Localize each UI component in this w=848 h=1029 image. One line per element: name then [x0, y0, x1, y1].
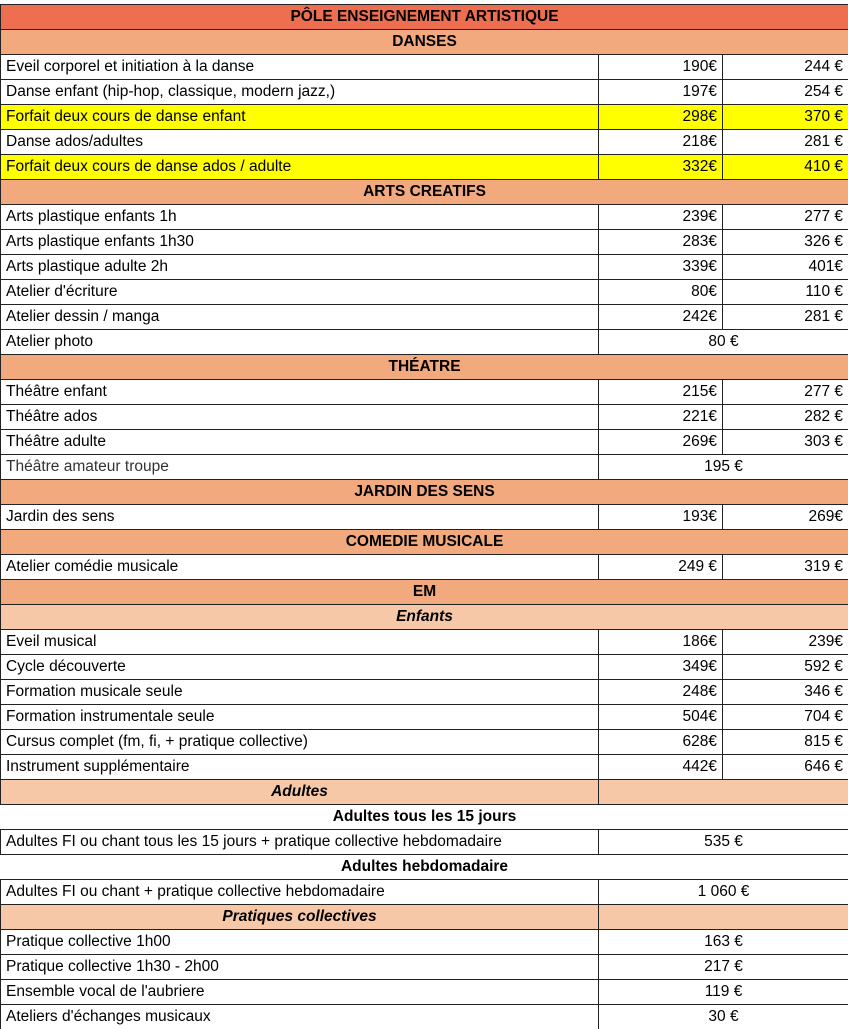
section-header — [1, 30, 848, 55]
price-cell: 592 € — [723, 655, 848, 680]
table-row-highlighted — [1, 105, 848, 130]
price-cell: 80€ — [599, 280, 723, 305]
row-label: Formation instrumentale seule — [1, 705, 599, 730]
table-row — [1, 730, 848, 755]
section-header — [1, 355, 848, 380]
price-cell: 442€ — [599, 755, 723, 780]
price-cell: 215€ — [599, 380, 723, 405]
row-label: Adultes FI ou chant + pratique collective hebdomadaire — [1, 880, 599, 905]
price-cell: 221€ — [599, 405, 723, 430]
subsection-blank-cell — [599, 905, 848, 930]
row-label: Atelier photo — [1, 330, 599, 355]
table-row — [1, 405, 848, 430]
price-cell-merged: 80 € — [599, 330, 848, 355]
price-cell: 319 € — [723, 555, 848, 580]
section-jardin-des-sens: JARDIN DES SENS — [1, 480, 848, 505]
table-row — [1, 455, 848, 480]
table-row — [1, 255, 848, 280]
row-label: Formation musicale seule — [1, 680, 599, 705]
table-row — [1, 55, 848, 80]
row-label: Danse enfant (hip-hop, classique, modern jazz,) — [1, 80, 599, 105]
price-cell: 346 € — [723, 680, 848, 705]
price-cell: 410 € — [723, 155, 848, 180]
table-row — [1, 330, 848, 355]
price-cell-merged: 30 € — [599, 1005, 848, 1029]
table-row — [1, 380, 848, 405]
row-label: Atelier d'écriture — [1, 280, 599, 305]
price-cell: 269€ — [599, 430, 723, 455]
subsection-header — [1, 805, 848, 830]
price-cell-merged: 163 € — [599, 930, 848, 955]
row-label: Arts plastique enfants 1h30 — [1, 230, 599, 255]
row-label: Théâtre adulte — [1, 430, 599, 455]
price-cell: 401€ — [723, 255, 848, 280]
table-row — [1, 680, 848, 705]
price-cell: 277 € — [723, 205, 848, 230]
row-label: Pratique collective 1h00 — [1, 930, 599, 955]
section-comedie-musicale: COMEDIE MUSICALE — [1, 530, 848, 555]
price-cell: 239€ — [723, 630, 848, 655]
price-cell: 249 € — [599, 555, 723, 580]
table-row — [1, 755, 848, 780]
section-header — [1, 480, 848, 505]
table-row — [1, 1005, 848, 1029]
table-row — [1, 880, 848, 905]
price-cell: 186€ — [599, 630, 723, 655]
row-label: Ateliers d'échanges musicaux — [1, 1005, 599, 1029]
subsection-adultes: Adultes — [1, 780, 599, 805]
price-cell: 326 € — [723, 230, 848, 255]
row-label: Cursus complet (fm, fi, + pratique collective) — [1, 730, 599, 755]
table-row — [1, 705, 848, 730]
table-row — [1, 630, 848, 655]
price-cell-merged: 195 € — [599, 455, 848, 480]
subsection-header — [1, 605, 848, 630]
table-row — [1, 555, 848, 580]
row-label: Instrument supplémentaire — [1, 755, 599, 780]
table-row — [1, 980, 848, 1005]
price-table — [0, 4, 848, 1029]
price-cell: 190€ — [599, 55, 723, 80]
subsection-pratiques-collectives: Pratiques collectives — [1, 905, 599, 930]
price-cell: 248€ — [599, 680, 723, 705]
price-cell: 269€ — [723, 505, 848, 530]
table-row — [1, 955, 848, 980]
subsection-header — [1, 905, 848, 930]
price-cell: 277 € — [723, 380, 848, 405]
price-cell-merged: 119 € — [599, 980, 848, 1005]
table-row — [1, 655, 848, 680]
table-row — [1, 930, 848, 955]
price-cell: 244 € — [723, 55, 848, 80]
subsection-adultes-15-jours: Adultes tous les 15 jours — [1, 805, 848, 830]
section-header — [1, 180, 848, 205]
table-row — [1, 305, 848, 330]
price-cell: 298€ — [599, 105, 723, 130]
table-row — [1, 830, 848, 855]
price-cell: 281 € — [723, 130, 848, 155]
price-cell-merged: 217 € — [599, 955, 848, 980]
price-cell: 332€ — [599, 155, 723, 180]
price-cell-merged: 535 € — [599, 830, 848, 855]
section-em: EM — [1, 580, 848, 605]
table-row — [1, 80, 848, 105]
section-header — [1, 580, 848, 605]
section-theatre: THÉATRE — [1, 355, 848, 380]
price-cell: 646 € — [723, 755, 848, 780]
section-header — [1, 530, 848, 555]
price-cell-merged: 1 060 € — [599, 880, 848, 905]
row-label: Forfait deux cours de danse enfant — [1, 105, 599, 130]
table-row — [1, 505, 848, 530]
price-cell: 704 € — [723, 705, 848, 730]
section-danses: DANSES — [1, 30, 848, 55]
row-label: Théâtre enfant — [1, 380, 599, 405]
subsection-header — [1, 855, 848, 880]
row-label: Atelier dessin / manga — [1, 305, 599, 330]
row-label: Arts plastique adulte 2h — [1, 255, 599, 280]
subsection-enfants: Enfants — [1, 605, 848, 630]
row-label: Eveil corporel et initiation à la danse — [1, 55, 599, 80]
row-label: Pratique collective 1h30 - 2h00 — [1, 955, 599, 980]
price-cell: 242€ — [599, 305, 723, 330]
price-cell: 193€ — [599, 505, 723, 530]
price-cell: 339€ — [599, 255, 723, 280]
row-label: Théâtre amateur troupe — [1, 455, 599, 480]
price-cell: 218€ — [599, 130, 723, 155]
subsection-adultes-hebdomadaire: Adultes hebdomadaire — [1, 855, 848, 880]
row-label: Eveil musical — [1, 630, 599, 655]
table-row-highlighted — [1, 155, 848, 180]
price-cell: 504€ — [599, 705, 723, 730]
row-label: Forfait deux cours de danse ados / adulte — [1, 155, 599, 180]
table-row — [1, 280, 848, 305]
row-label: Adultes FI ou chant tous les 15 jours + pratique collective hebdomadaire — [1, 830, 599, 855]
section-arts-creatifs: ARTS CREATIFS — [1, 180, 848, 205]
table-row — [1, 430, 848, 455]
table-title-row — [1, 5, 848, 30]
price-cell: 349€ — [599, 655, 723, 680]
row-label: Ensemble vocal de l'aubriere — [1, 980, 599, 1005]
row-label: Atelier comédie musicale — [1, 555, 599, 580]
price-cell: 254 € — [723, 80, 848, 105]
row-label: Danse ados/adultes — [1, 130, 599, 155]
price-cell: 628€ — [599, 730, 723, 755]
price-cell: 197€ — [599, 80, 723, 105]
price-cell: 239€ — [599, 205, 723, 230]
price-cell: 110 € — [723, 280, 848, 305]
row-label: Théâtre ados — [1, 405, 599, 430]
table-row — [1, 230, 848, 255]
price-cell: 281 € — [723, 305, 848, 330]
row-label: Cycle découverte — [1, 655, 599, 680]
price-cell: 283€ — [599, 230, 723, 255]
price-cell: 370 € — [723, 105, 848, 130]
price-cell: 282 € — [723, 405, 848, 430]
table-title: PÔLE ENSEIGNEMENT ARTISTIQUE — [1, 5, 848, 30]
price-cell: 303 € — [723, 430, 848, 455]
table-row — [1, 130, 848, 155]
table-row — [1, 205, 848, 230]
row-label: Arts plastique enfants 1h — [1, 205, 599, 230]
subsection-header — [1, 780, 848, 805]
row-label: Jardin des sens — [1, 505, 599, 530]
subsection-blank-cell — [599, 780, 848, 805]
price-cell: 815 € — [723, 730, 848, 755]
